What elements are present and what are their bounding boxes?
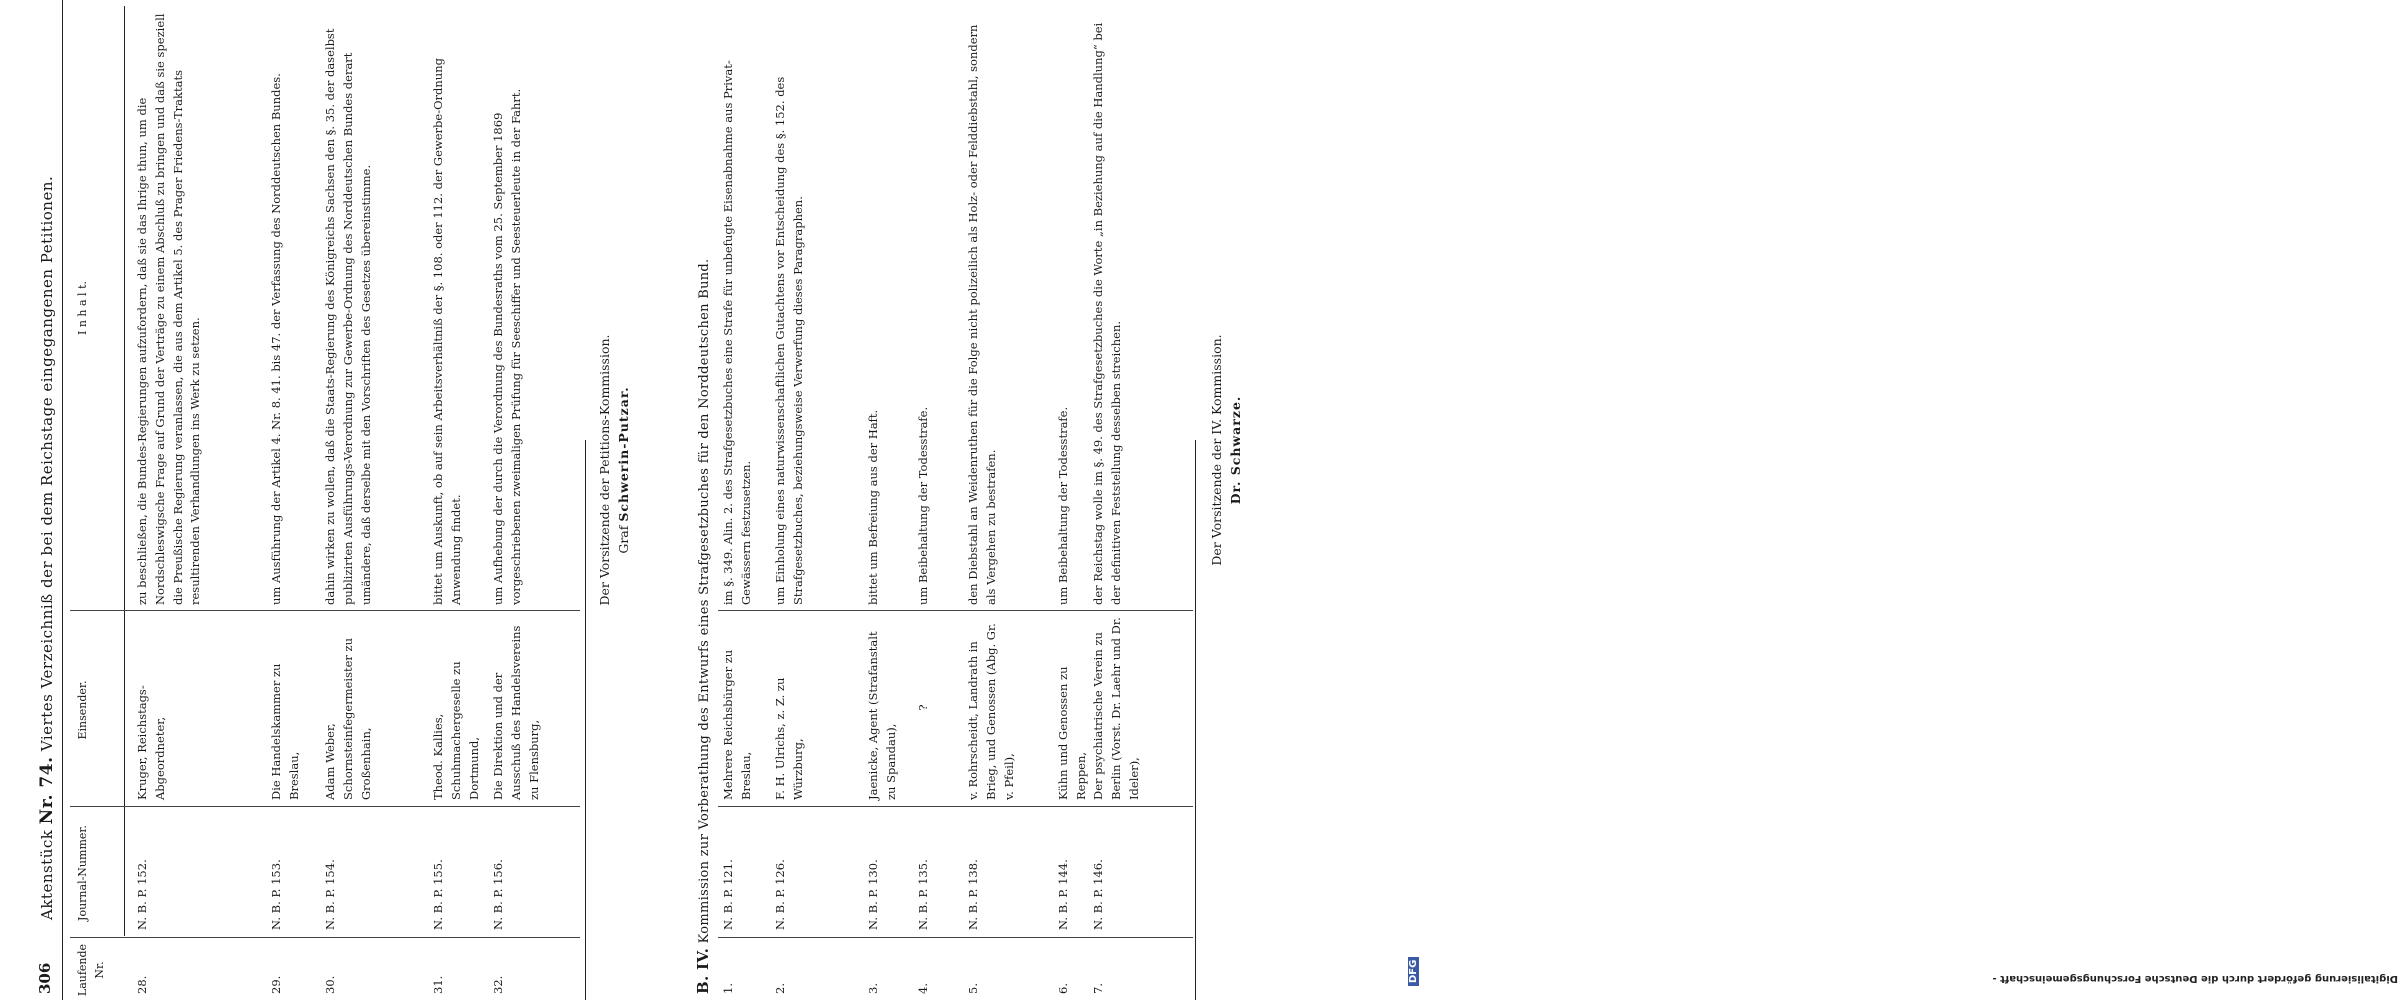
row-a3-no: 30. <box>323 975 337 994</box>
row-b5-sender: v. Rohrscheidt, Landrath in Brieg, und Genossen (Abg. Gr. v. Pfeil), <box>966 623 1016 800</box>
row-b2-journal: N. B. P. 126. <box>773 859 787 930</box>
signature-commission-title: Der Vorsitzende der IV. Kommission. <box>1209 334 1224 566</box>
row-a5-content: um Aufhebung der durch die Verordnung des Bundesraths vom 25. September 1869 vorgeschriebenen zweimaligen Prüfung für Seeschiffer und Seesteuerleute in der Fahrt. <box>491 88 523 605</box>
col-head-lfd: Laufende Nr. <box>76 943 107 997</box>
signature-commission <box>1208 280 1246 620</box>
row-a1-content: zu beschließen, die Bundes-Regierungen aufzufordern, daß sie das Ihrige thun, um die Nordschleswigsche Frage auf Grund der Verträge zu einem Abschluß zu bringen und daß sie speziell die Preußische Regierung veranlassen, die aus dem Artikel 5. des Prager Friedens-Traktats resultirenden Verhandlungen ins Werk zu setzen. <box>135 13 203 605</box>
divider-lfd <box>70 937 580 938</box>
row-b6-journal: N. B. P. 144. <box>1056 859 1070 930</box>
row-b1-content: im §. 349. Alin. 2. des Strafgesetzbuches eine Strafe für unbefugte Eisenabnahme aus Privat-Gewässern festzusetzen. <box>721 60 753 605</box>
col-head-sender: Einsender. <box>76 680 89 740</box>
row-b6-no: 6. <box>1056 983 1070 994</box>
divider-journal <box>70 806 580 807</box>
header-rule <box>62 0 63 1000</box>
row-b3-journal: N. B. P. 130. <box>866 859 880 930</box>
row-a2-sender: Die Handelskammer zu Breslau, <box>269 663 301 800</box>
row-a1-journal: N. B. P. 152. <box>135 859 149 930</box>
row-b1-no: 1. <box>721 983 735 994</box>
row-a4-no: 31. <box>431 975 445 994</box>
page-number: 306 <box>36 962 54 994</box>
row-a1-sender: Kruger, Reichstags-Abgeordneter, <box>135 685 167 800</box>
row-a2-content: um Ausführung der Artikel 4. Nr. 8. 41. bis 47. der Verfassung des Norddeutschen Bundes. <box>269 73 283 605</box>
signature-petitions-name: Schwerin-Putzar. <box>615 386 631 522</box>
divider-sender <box>70 610 580 611</box>
row-a4-journal: N. B. P. 155. <box>431 859 445 930</box>
section-b-title: Kommission zur Vorberathung des Entwurfs eines Strafgesetzbuches für den Norddeutschen Bund. <box>697 258 712 944</box>
row-b5-journal: N. B. P. 138. <box>966 859 980 930</box>
row-b2-no: 2. <box>773 983 787 994</box>
column-head-rule <box>124 6 125 936</box>
row-a2-journal: N. B. P. 153. <box>269 859 283 930</box>
row-a4-sender: Theod. Kallies, Schuhmachergeselle zu Dortmund, <box>431 661 481 800</box>
dfg-logo: DFG <box>1408 957 1419 986</box>
page-title <box>34 176 60 920</box>
section-a-rule <box>585 440 586 1000</box>
row-b4-content: um Beibehaltung der Todesstrafe. <box>916 406 930 605</box>
doc-title: Viertes Verzeichniß der bei dem Reichstage eingegangenen Petitionen. <box>38 175 56 752</box>
col-head-journal: Journal-Nummer. <box>76 825 89 921</box>
row-a5-journal: N. B. P. 156. <box>491 859 505 930</box>
row-b4-sender: ? <box>916 704 930 711</box>
section-b-label: B. IV. <box>694 947 712 994</box>
row-b5-no: 5. <box>966 983 980 994</box>
divider-b-lfd <box>718 937 1193 938</box>
row-a5-no: 32. <box>491 975 505 994</box>
row-b1-journal: N. B. P. 121. <box>721 859 735 930</box>
row-b7-journal: N. B. P. 146. <box>1091 859 1105 930</box>
digitization-note <box>1402 0 2398 1000</box>
row-b2-content: um Einholung eines naturwissenschaftlichen Gutachtens vor Entscheidung des §. 152. des Strafgesetzbuches, beziehungsweise Verwerfung dieses Paragraphen. <box>773 76 805 605</box>
row-a1-no: 28. <box>135 975 149 994</box>
row-a3-sender: Adam Weber, Schornsteinfegermeister zu Großenhain, <box>323 637 373 800</box>
row-b4-no: 4. <box>916 983 930 994</box>
row-b3-sender: Jaenicke, Agent (Strafanstalt zu Spandau), <box>866 631 898 800</box>
divider-b-sender <box>718 610 1193 611</box>
row-b6-sender: Kühn und Genossen zu Reppen, <box>1056 666 1088 800</box>
row-b6-content: um Beibehaltung der Todesstrafe. <box>1056 406 1070 605</box>
signature-commission-name: Dr. Schwarze. <box>1227 395 1243 505</box>
section-b-rule <box>1195 440 1196 1000</box>
doc-number: Nr. 74. <box>37 756 57 825</box>
row-a5-sender: Die Direktion und der Ausschuß des Handelsvereins zu Flensburg, <box>491 625 541 800</box>
section-b-heading <box>692 4 715 994</box>
page-header <box>30 0 58 1000</box>
signature-petitions-prefix: Graf <box>615 525 631 554</box>
row-b3-no: 3. <box>866 983 880 994</box>
row-b7-content: der Reichstag wolle im §. 49. des Strafgesetzbuches die Worte „in Beziehung auf die Handlung“ bei der definitiven Feststellung desselben streichen. <box>1091 22 1123 605</box>
row-b5-content: den Diebstahl an Weidenruthen für die Folge nicht polizeilich als Holz- oder Felddiebstahl, sondern als Vergehen zu bestrafen. <box>966 24 998 605</box>
row-a3-content: dahin wirken zu wollen, daß die Staats-Regierung des Königreichs Sachsen den §. 35. der daselbst publizirten Ausführungs-Verordnung zur Gewerbe-Ordnung des Norddeutschen Bundes derart umändere, daß derselbe mit den Vorschriften des Gesetzes übereinstimme. <box>323 28 373 605</box>
row-a4-content: bittet um Auskunft, ob auf sein Arbeitsverhältniß der §. 108. oder 112. der Gewerbe-Ordnung Anwendung findet. <box>431 58 463 605</box>
row-b4-journal: N. B. P. 135. <box>916 859 930 930</box>
row-b1-sender: Mehrere Reichsbürger zu Breslau, <box>721 649 753 800</box>
divider-b-journal <box>718 806 1193 807</box>
digitization-text: Digitalisierung gefördert durch die Deutsche Forschungsgemeinschaft - <box>1992 973 2398 984</box>
col-head-content: I n h a l t. <box>76 281 89 335</box>
signature-petitions <box>596 300 634 640</box>
row-a2-no: 29. <box>269 975 283 994</box>
row-a3-journal: N. B. P. 154. <box>323 859 337 930</box>
row-b7-sender: Der psychiatrische Verein zu Berlin (Vorst. Dr. Laehr und Dr. Ideler), <box>1091 617 1141 800</box>
signature-petitions-title: Der Vorsitzende der Petitions-Kommission. <box>597 334 612 606</box>
row-b3-content: bittet um Befreiung aus der Haft. <box>866 409 880 605</box>
document-page <box>30 0 1410 1000</box>
row-b7-no: 7. <box>1091 983 1105 994</box>
doc-prefix: Aktenstück <box>38 829 56 920</box>
row-b2-sender: F. H. Ulrichs, z. Z. zu Würzburg, <box>773 677 805 800</box>
